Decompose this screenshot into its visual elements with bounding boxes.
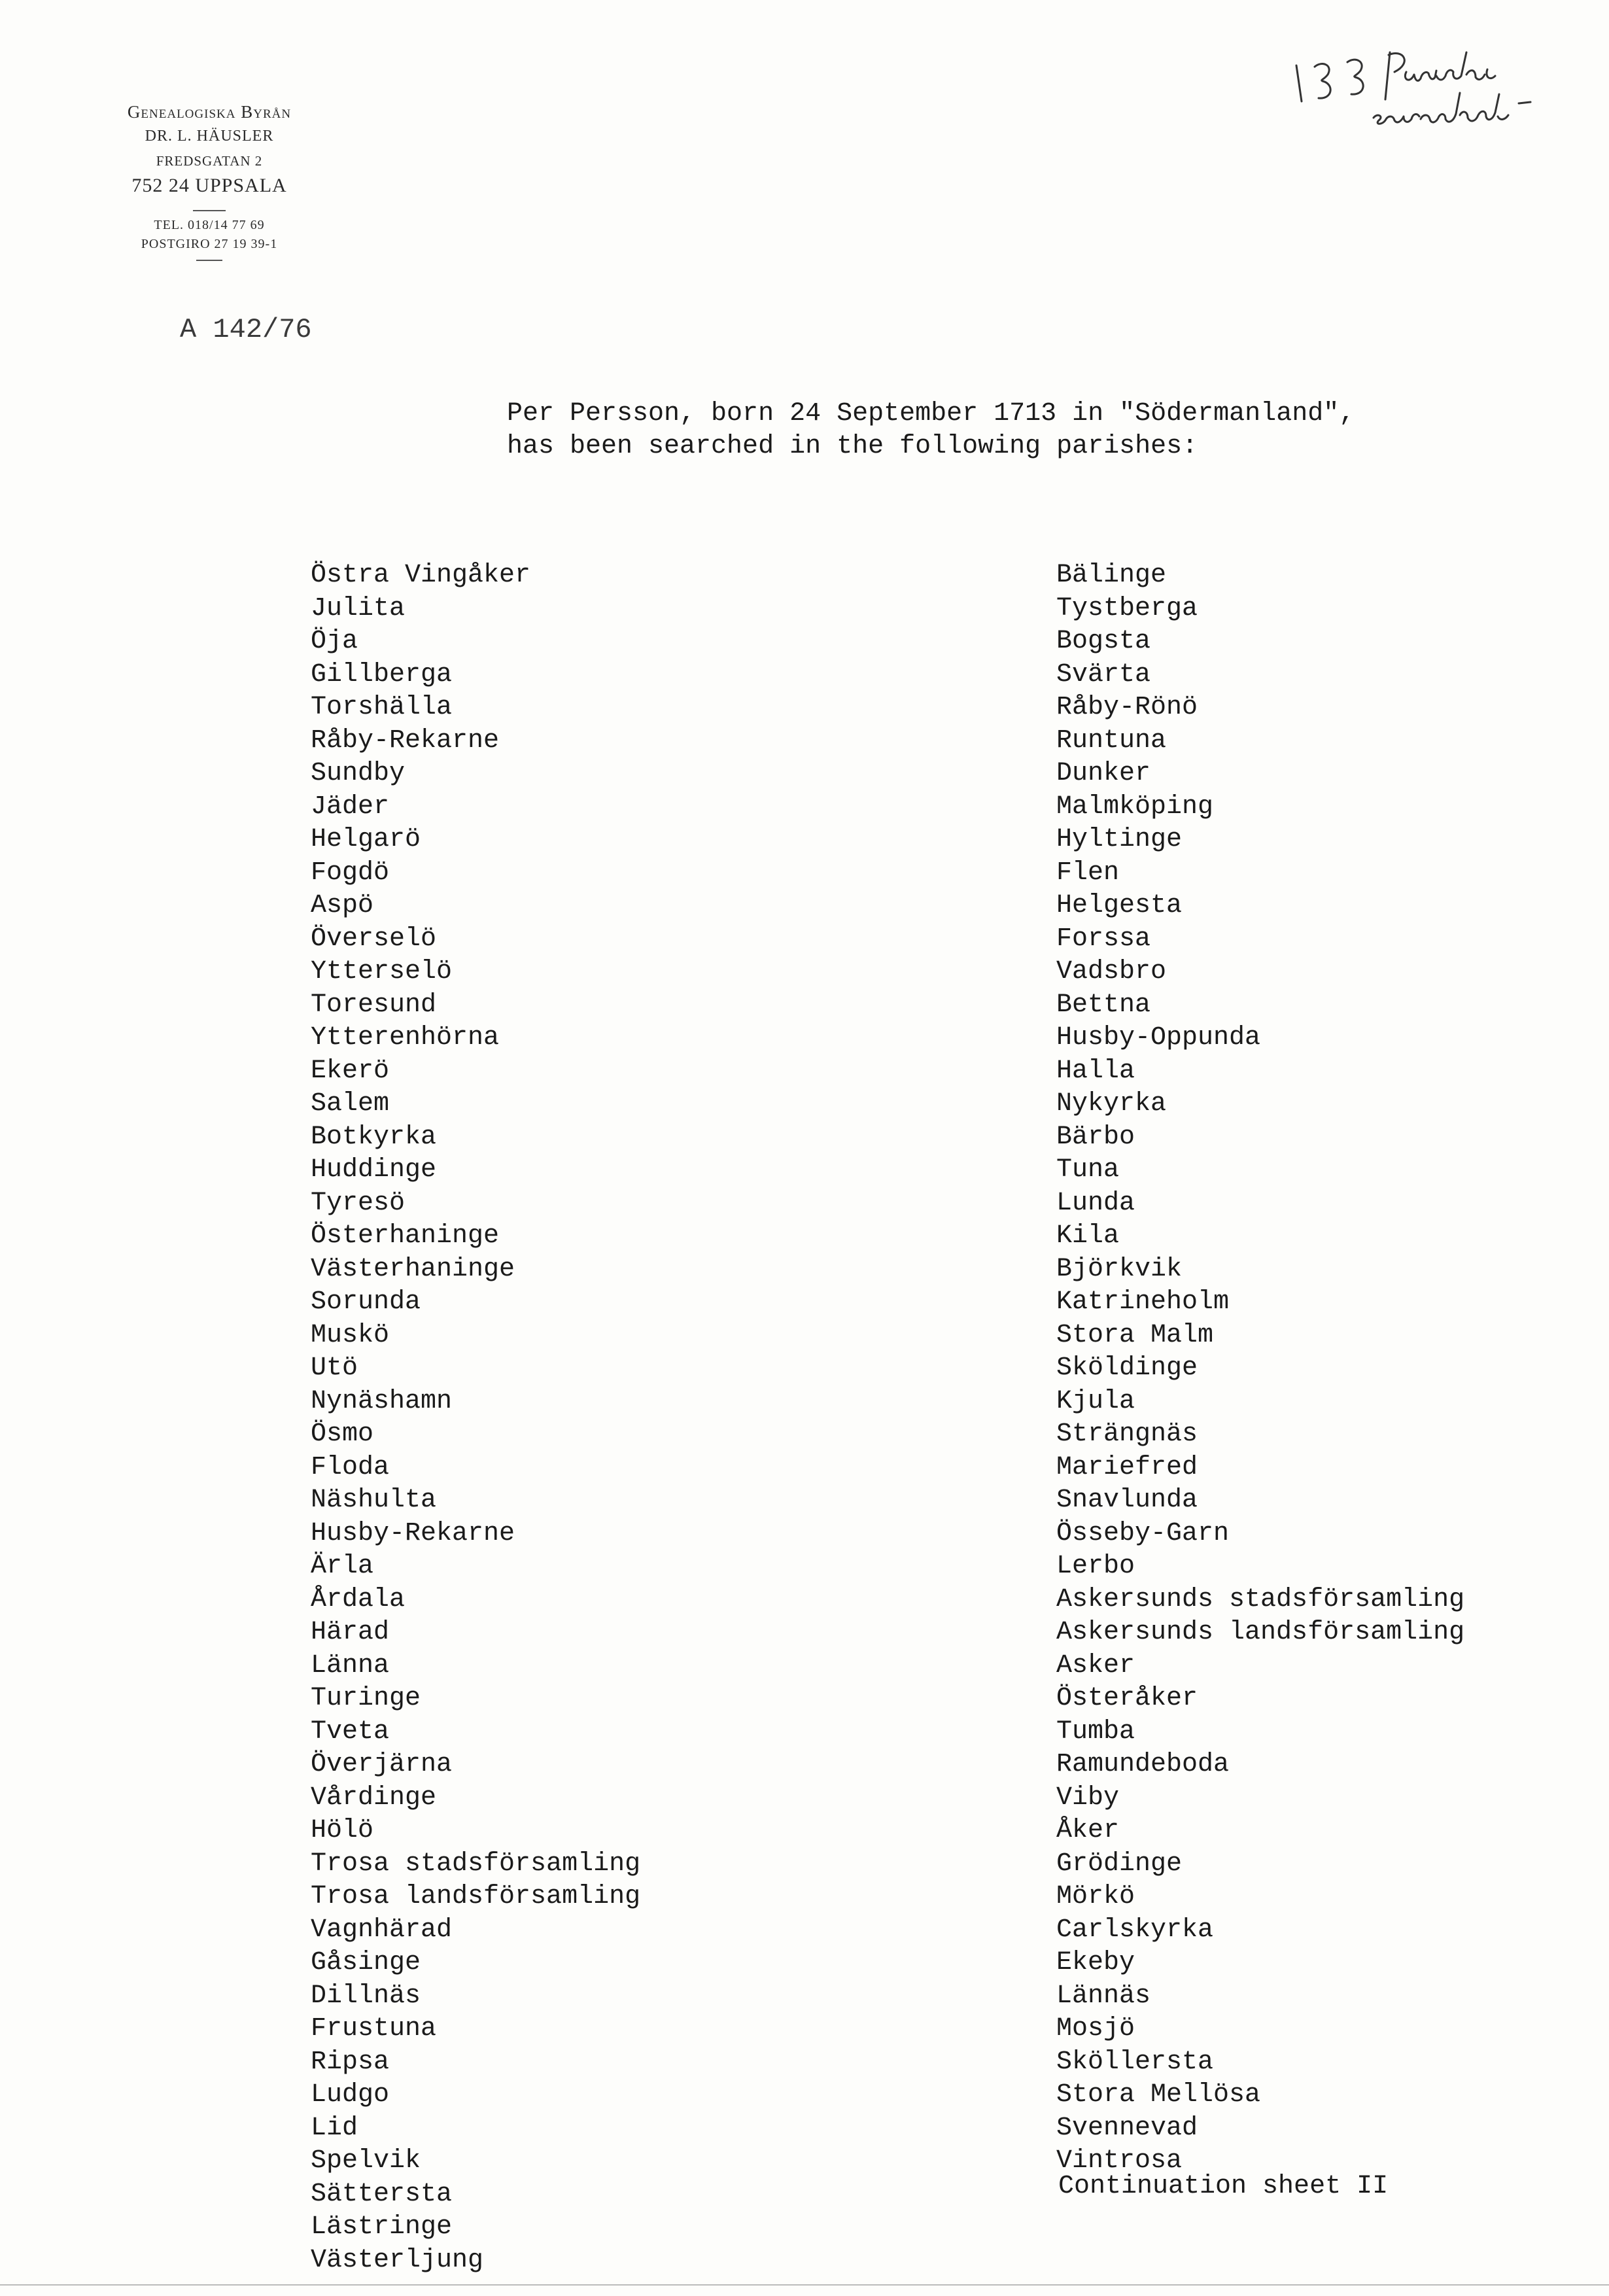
parish-item: Ärla <box>311 1552 374 1581</box>
parish-item: Aspö <box>311 891 374 920</box>
parish-item: Ekerö <box>311 1056 390 1086</box>
parish-list-left <box>311 559 640 2277</box>
parish-item: Nynäshamn <box>311 1386 453 1416</box>
parish-item: Spelvik <box>311 2146 421 2176</box>
parish-item: Vadsbro <box>1056 957 1167 986</box>
parish-item: Katrineholm <box>1056 1287 1230 1317</box>
parish-item: Bärbo <box>1056 1122 1135 1152</box>
parish-item: Huddinge <box>311 1155 437 1185</box>
parish-item: Gillberga <box>311 659 453 689</box>
parish-item: Mariefred <box>1056 1452 1198 1482</box>
parish-item: Tyresö <box>311 1188 406 1218</box>
parish-item: Västerhaninge <box>311 1254 515 1284</box>
parish-item: Ösmo <box>311 1419 374 1449</box>
parish-item: Sundby <box>311 759 406 788</box>
parish-item: Forssa <box>1056 924 1151 954</box>
parish-item: Tumba <box>1056 1716 1135 1747</box>
parish-item: Överjärna <box>311 1750 453 1779</box>
parish-item: Bälinge <box>1056 561 1167 590</box>
parish-item: Vintrosa <box>1056 2146 1183 2176</box>
handwritten-annotation-drawing <box>1282 26 1563 157</box>
parish-item: Utö <box>311 1353 358 1383</box>
page-bottom-edge <box>0 2284 1609 2286</box>
parish-item: Kjula <box>1056 1386 1135 1416</box>
postal-city: 752 24 UPPSALA <box>131 175 287 196</box>
parish-item: Toresund <box>311 990 437 1020</box>
parish-item: Gåsinge <box>311 1948 421 1977</box>
parish-item: Ludgo <box>311 2080 390 2110</box>
parish-item: Överselö <box>311 924 437 954</box>
parish-item: Västerljung <box>311 2245 484 2275</box>
parish-item: Floda <box>311 1452 390 1482</box>
parish-item: Malmköping <box>1056 791 1214 822</box>
street-address: FREDSGATAN 2 <box>156 153 263 169</box>
parish-item: Carlskyrka <box>1056 1915 1214 1945</box>
parish-item: Strängnäs <box>1056 1419 1198 1449</box>
parish-item: Ytterselö <box>311 957 453 986</box>
parish-item: Viby <box>1056 1783 1120 1813</box>
parish-item: Helgarö <box>311 825 421 854</box>
parish-item: Sköldinge <box>1056 1353 1198 1383</box>
parish-item: Kila <box>1056 1221 1120 1251</box>
parish-item: Trosa stadsförsamling <box>311 1849 641 1879</box>
parish-item: Lerbo <box>1056 1552 1135 1581</box>
parish-item: Svennevad <box>1056 2113 1198 2143</box>
parish-item: Husby-Rekarne <box>311 1518 515 1548</box>
parish-item: Årdala <box>311 1584 406 1614</box>
parish-item: Dillnäs <box>311 1981 421 2011</box>
parish-item: Sättersta <box>311 2179 453 2209</box>
parish-item: Lännäs <box>1056 1981 1151 2011</box>
parish-item: Runtuna <box>1056 725 1167 756</box>
parish-item: Österhaninge <box>311 1221 500 1251</box>
letterhead-divider-small <box>196 260 222 261</box>
parish-item: Sorunda <box>311 1287 421 1317</box>
continuation-note: Continuation sheet II <box>1058 2172 1389 2201</box>
parish-item: Råby-Rönö <box>1056 693 1198 722</box>
parish-item: Östra Vingåker <box>311 561 531 590</box>
parish-item: Björkvik <box>1056 1254 1183 1284</box>
parish-item: Tystberga <box>1056 593 1198 623</box>
parish-item: Lunda <box>1056 1188 1135 1218</box>
parish-item: Ramundeboda <box>1056 1750 1230 1779</box>
parish-item: Salem <box>311 1089 390 1119</box>
parish-item: Össeby-Garn <box>1056 1518 1230 1548</box>
organization-name: Genealogiska Byrån <box>127 102 292 122</box>
parish-item: Trosa landsförsamling <box>311 1882 641 1911</box>
parish-item: Sköllersta <box>1056 2047 1214 2077</box>
handwritten-annotation <box>1282 26 1563 157</box>
parish-item: Husby-Oppunda <box>1056 1023 1261 1052</box>
parish-item: Flen <box>1056 858 1120 888</box>
parish-item: Råby-Rekarne <box>311 725 500 756</box>
letterhead <box>98 98 320 261</box>
parish-item: Mörkö <box>1056 1882 1135 1911</box>
parish-item: Ripsa <box>311 2047 390 2077</box>
parish-item: Härad <box>311 1618 390 1647</box>
parish-item: Lid <box>311 2113 358 2143</box>
parish-item: Österåker <box>1056 1684 1198 1713</box>
parish-item: Turinge <box>311 1684 421 1713</box>
parish-item: Öja <box>311 627 358 656</box>
postgiro-number: POSTGIRO 27 19 39-1 <box>141 237 278 251</box>
parish-item: Dunker <box>1056 759 1151 788</box>
parish-item: Bogsta <box>1056 627 1151 656</box>
parish-item: Tuna <box>1056 1155 1120 1185</box>
intro-line-2: has been searched in the following parishes: <box>507 432 1198 461</box>
parish-item: Vårdinge <box>311 1783 437 1813</box>
parish-item: Botkyrka <box>311 1122 437 1152</box>
parish-item: Muskö <box>311 1320 390 1350</box>
parish-item: Jäder <box>311 791 390 822</box>
parish-item: Helgesta <box>1056 891 1183 920</box>
parish-item: Grödinge <box>1056 1849 1183 1879</box>
parish-item: Frustuna <box>311 2014 437 2044</box>
parish-item: Vagnhärad <box>311 1915 453 1945</box>
parish-item: Askersunds landsförsamling <box>1056 1618 1465 1647</box>
parish-item: Asker <box>1056 1650 1135 1680</box>
parish-item: Ytterenhörna <box>311 1023 500 1052</box>
parish-item: Länna <box>311 1650 390 1680</box>
parish-item: Svärta <box>1056 659 1151 689</box>
director-name: DR. L. HÄUSLER <box>145 128 274 145</box>
parish-list-right <box>1056 559 1464 2178</box>
parish-item: Hyltinge <box>1056 825 1183 854</box>
intro-text <box>507 398 1355 463</box>
parish-item: Torshälla <box>311 693 453 722</box>
parish-item: Mosjö <box>1056 2014 1135 2044</box>
parish-item: Askersunds stadsförsamling <box>1056 1584 1465 1614</box>
parish-item: Åker <box>1056 1816 1120 1845</box>
parish-item: Bettna <box>1056 990 1151 1020</box>
parish-item: Nykyrka <box>1056 1089 1167 1119</box>
parish-item: Stora Mellösa <box>1056 2080 1261 2110</box>
telephone-number: TEL. 018/14 77 69 <box>154 218 265 232</box>
parish-item: Näshulta <box>311 1486 437 1515</box>
parish-item: Lästringe <box>311 2212 453 2242</box>
parish-item: Ekeby <box>1056 1948 1135 1977</box>
parish-item: Fogdö <box>311 858 390 888</box>
letterhead-divider <box>193 210 226 211</box>
reference-number: A 142/76 <box>180 314 312 345</box>
parish-item: Halla <box>1056 1056 1135 1086</box>
parish-item: Snavlunda <box>1056 1486 1198 1515</box>
parish-item: Stora Malm <box>1056 1320 1214 1350</box>
intro-line-1: Per Persson, born 24 September 1713 in "Södermanland", <box>507 399 1355 428</box>
parish-item: Tveta <box>311 1716 390 1747</box>
parish-item: Hölö <box>311 1816 374 1845</box>
parish-item: Julita <box>311 593 406 623</box>
